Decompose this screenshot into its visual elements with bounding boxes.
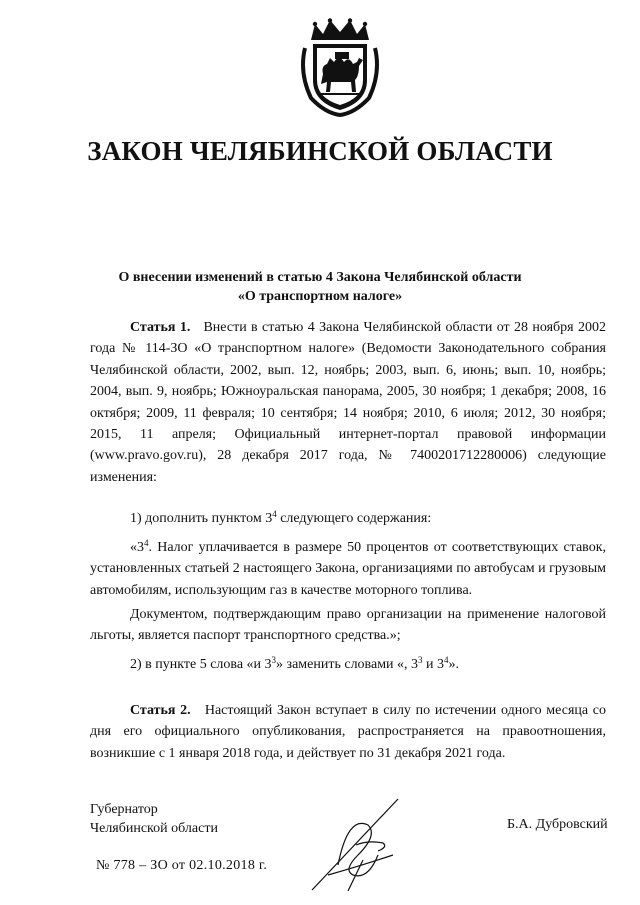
article-1-item-2	[90, 654, 606, 675]
article-1-text: Внести в статью 4 Закона Челябинской области от 28 ноября 2002 года № 114-ЗО «О транспортном налоге» (Ведомости Законодательного собрания Челябинской области, 2002, вып. 12, ноябрь; 2003, вып. 6, июнь; вып. 10, ноябрь; 2004, вып. 9, ноябрь; Южноуральская панорама, 2005, 30 ноября; 1 декабря; 2008, 16 октября; 2009, 11 февраля; 10 сентября; 14 ноября; 2010, 6 июля; 2012, 30 ноября; 2015, 11 апреля; Официальный интернет-портал правовой информации (www.pravo.gov.ru), 28 декабря 2017 года, № 7400201712280006) следующие изменения:	[90, 320, 606, 485]
quote-prefix: «3	[130, 540, 144, 555]
registration-number: № 778 – ЗО от 02.10.2018 г.	[96, 858, 268, 873]
item-2-sup-1: 3	[271, 655, 277, 665]
subtitle-line-2: «О транспортном налоге»	[237, 289, 403, 304]
article-2-label: Статья 2.	[130, 703, 191, 718]
quote-sup: 4	[144, 538, 149, 548]
document-title: ЗАКОН ЧЕЛЯБИНСКОЙ ОБЛАСТИ	[87, 136, 553, 166]
article-1-item-1	[90, 508, 606, 529]
quote-text: . Налог уплачивается в размере 50 процентов от соответствующих ставок, установленных статьей 2 настоящего Закона, организациями по автобусам и грузовым автомобилям, использующим газ в качестве моторного топлива.	[90, 540, 607, 598]
article-2	[90, 700, 606, 764]
subtitle-line-1: О внесении изменений в статью 4 Закона Челябинской области	[118, 270, 522, 285]
article-1-document-note: Документом, подтверждающим право организации на применение налоговой льготы, является паспорт транспортного средства.»;	[90, 607, 606, 644]
position-line-2: Челябинской области	[90, 821, 218, 836]
item-1-suffix: следующего содержания:	[276, 511, 432, 526]
position-line-1: Губернатор	[90, 802, 158, 817]
handwritten-signature	[308, 795, 418, 895]
article-1	[90, 317, 606, 488]
item-2-part-2: » заменить словами «, 3	[276, 657, 419, 672]
item-1-sup: 4	[272, 509, 277, 519]
item-2-part-1: 2) в пункте 5 слова «и 3	[130, 657, 272, 672]
document-subtitle	[80, 268, 560, 306]
item-1-prefix: 1) дополнить пунктом 3	[130, 511, 273, 526]
coat-of-arms-icon	[297, 18, 383, 118]
article-1-quote	[90, 537, 606, 601]
signatory-position	[90, 800, 218, 838]
article-2-text: Настоящий Закон вступает в силу по истечении одного месяца со дня его официального опубликования, распространяется на правоотношения, возникшие с 1 января 2018 года, и действует по 31 декабря 2021 года.	[90, 703, 607, 761]
signatory-name: Б.А. Дубровский	[507, 817, 608, 832]
item-2-part-3: и 3	[422, 657, 445, 672]
item-2-sup-2: 3	[418, 655, 423, 665]
article-1-label: Статья 1.	[130, 320, 191, 335]
item-2-sup-3: 4	[444, 655, 449, 665]
item-2-part-4: ».	[448, 657, 460, 672]
